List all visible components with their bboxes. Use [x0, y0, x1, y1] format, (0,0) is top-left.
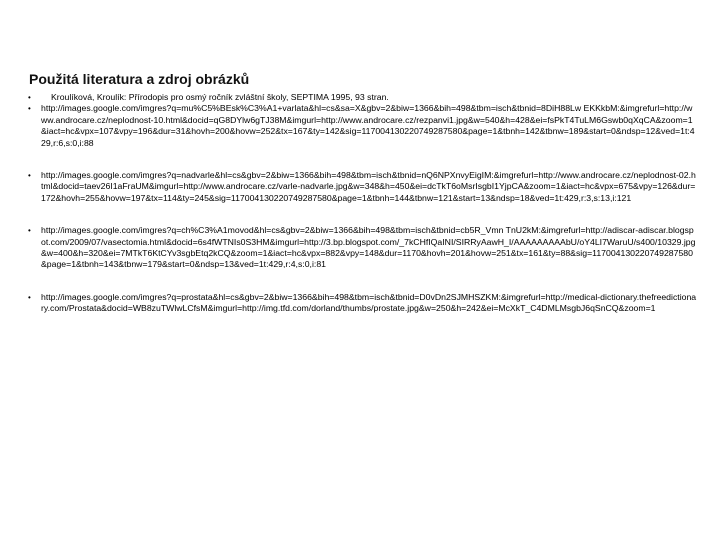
- bullet-icon: •: [28, 104, 31, 114]
- bullet-icon: •: [28, 93, 31, 102]
- reference-item: [28, 92, 698, 103]
- reference-link[interactable]: http://images.google.com/imgres?q=mu%C5%BEsk%C3%A1+varlata&hl=cs&sa=X&gbv=2&biw=1366&bih=498&tbm=isch&tbnid=8DiH88Lw EKKkbM:&imgrefurl=http://www.androcare.cz/neplodnost-10.html&docid=qG8DYlw6gTJ38M&imgurl=http://www.androcare.cz/rezpanvi1.jpg&w=540&h=428&ei=fsPkT4TuLM6Gswb0qXqCA&zoom=1&iact=hc&vpx=107&vpy=196&dur=31&hovh=200&hovw=252&tx=167&ty=142&sig=117004130220749287580&page=1&tbnh=142&tbnw=189&start=0&ndsp=12&ved=1t:429,r:6,s:0,i:88: [41, 103, 695, 148]
- bullet-icon: •: [28, 226, 31, 236]
- reference-link[interactable]: http://images.google.com/imgres?q=ch%C3%A1movod&hl=cs&gbv=2&biw=1366&bih=498&tbm=isch&tbnid=cb5R_Vmn TnU2kM:&imgrefurl=http://adiscar-adiscar.blogspot.com/2009/07/vasectomia.html&docid=6s4fWTNIs0S3HM&imgurl=http://3.bp.blogspot.com/_7kCHfIQaINI/SIRRyAawH_I/AAAAAAAAAbU/oY4LI7WaruU/s400/10329.jpg&w=400&h=320&ei=7MTkT6KtCYv3sgbEtq2kCQ&zoom=1&iact=hc&vpx=882&vpy=148&dur=1170&hovh=201&hovw=251&tx=161&ty=88&sig=117004130220749287580&page=1&tbnh=143&tbnw=179&start=0&ndsp=13&ved=1t:429,r:4,s:0,i:81: [41, 225, 696, 270]
- reference-text: Kroulíková, Kroulík: Přírodopis pro osmý ročník zvláštní školy, SEPTIMA 1995, 93 stran.: [51, 92, 389, 102]
- page-title: Použitá literatura a zdroj obrázků: [29, 71, 250, 87]
- bullet-icon: •: [28, 171, 31, 181]
- reference-item: [28, 292, 698, 315]
- reference-link[interactable]: http://images.google.com/imgres?q=prostata&hl=cs&gbv=2&biw=1366&bih=498&tbm=isch&tbnid=D0vDn2SJMHSZKM:&imgrefurl=http://medical-dictionary.thefreedictionary.com/Prostata&docid=WB8zuTWlwLCfsM&imgurl=http://img.tfd.com/dorland/thumbs/prostate.jpg&w=250&h=242&ei=McXkT_C4DMLMsgbJ6qSnCQ&zoom=1: [41, 291, 697, 314]
- reference-link[interactable]: http://images.google.com/imgres?q=nadvarle&hl=cs&gbv=2&biw=1366&bih=498&tbm=isch&tbnid=nQ6NPXnvyEigIM:&imgrefurl=http://www.androcare.cz/neplodnost-02.html&docid=taev26I1aFraUM&imgurl=http://www.androcare.cz/varle-nadvarle.jpg&w=348&h=450&ei=dcTkT6oMsrIsgbI1YjpCA&zoom=1&iact=hc&vpx=675&vpy=126&dur=172&hovh=255&hovw=197&tx=114&ty=245&sig=117004130220749287580&page=1&tbnh=144&tbnw=121&start=13&ndsp=18&ved=1t:429,r:3,s:13,i:121: [41, 170, 696, 203]
- reference-item: [28, 225, 698, 271]
- reference-item: [28, 170, 698, 204]
- reference-item: [28, 103, 698, 149]
- bullet-icon: •: [28, 292, 31, 302]
- reference-list: [28, 92, 698, 315]
